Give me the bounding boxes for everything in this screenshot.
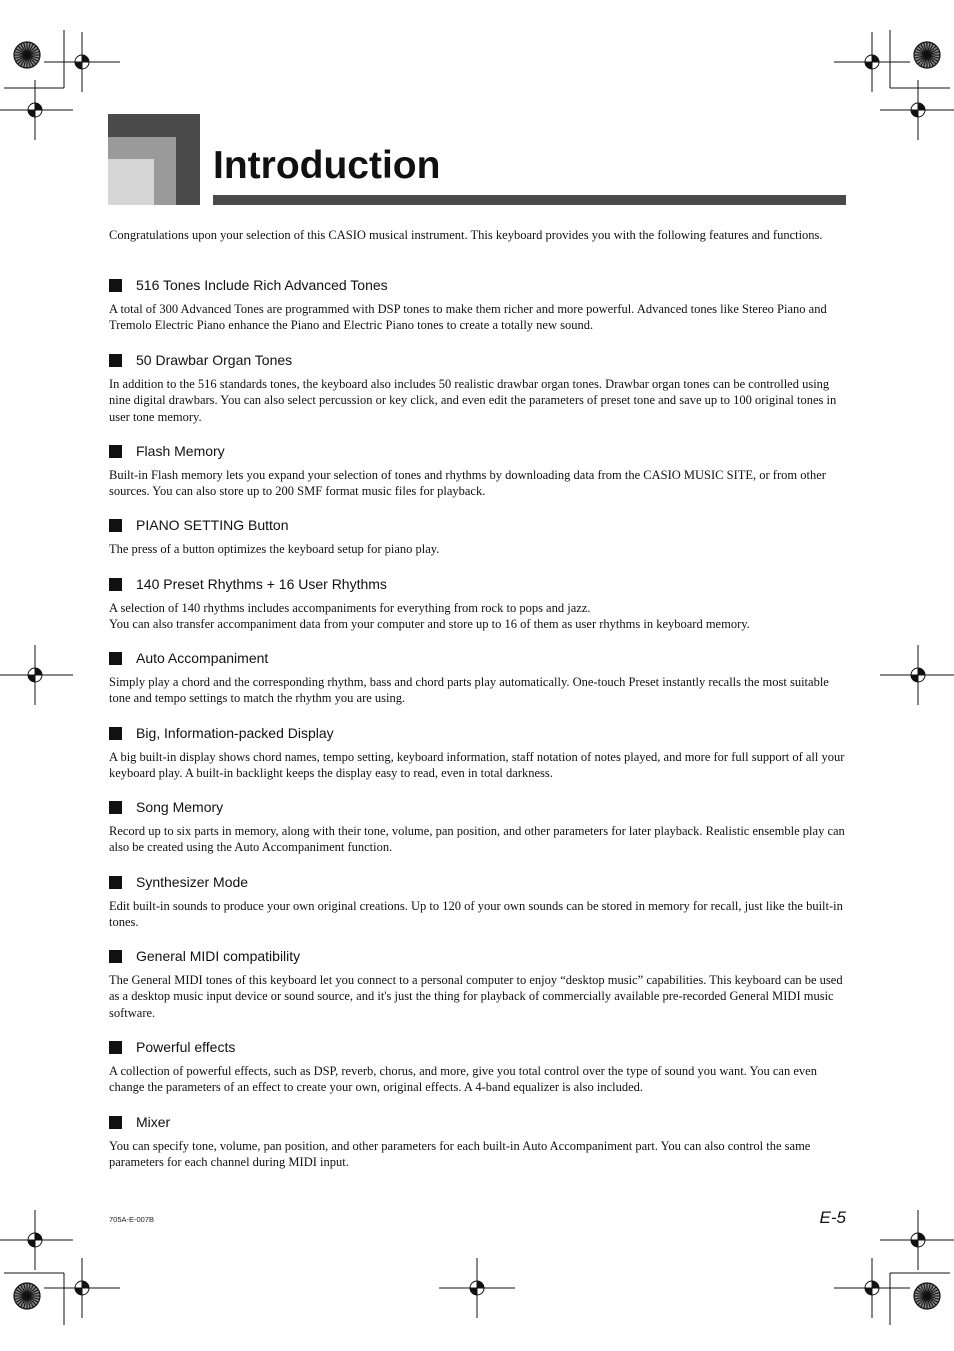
section-heading	[109, 575, 846, 593]
intro-paragraph: Congratulations upon your selection of this CASIO musical instrument. This keyboard provides you with the following features and functions.	[109, 228, 823, 242]
section-body	[109, 674, 846, 707]
square-bullet-icon	[109, 279, 122, 292]
title-rule	[213, 195, 846, 205]
square-bullet-icon	[109, 519, 122, 532]
page-title: Introduction	[213, 144, 441, 187]
section-paragraph: You can also transfer accompaniment data from your computer and store up to 16 of them as user rhythms in keyboard memory.	[109, 617, 750, 632]
section-body	[109, 376, 846, 425]
section-paragraph: Record up to six parts in memory, along with their tone, volume, pan position, and other parameters for later playback. Realistic ensemble play can also be created using the Auto Accompaniment function.	[109, 824, 845, 855]
section-heading-text: Flash Memory	[136, 443, 225, 459]
section-heading-text: PIANO SETTING Button	[136, 517, 289, 533]
section-paragraph: The General MIDI tones of this keyboard let you connect to a personal computer to enjoy “desktop music” capabilities. This keyboard can be used as a desktop music input device or sound source, and it's just the thing for playback of commercially available pre-recorded General MIDI music software.	[109, 973, 843, 1020]
section-body	[109, 541, 846, 557]
section-paragraph: A selection of 140 rhythms includes accompaniments for everything from rock to pops and jazz.	[109, 601, 591, 615]
section-heading	[109, 1113, 846, 1131]
section-heading-text: Powerful effects	[136, 1039, 236, 1055]
square-bullet-icon	[109, 1041, 122, 1054]
feature-section	[109, 947, 846, 1021]
section-heading-text: Song Memory	[136, 799, 224, 815]
section-paragraph: In addition to the 516 standards tones, the keyboard also includes 50 realistic drawbar organ tones. Drawbar organ tones can be controlled using nine digital drawbars. You can also select percussion or key click, and even edit the parameters of preset tone and save up to 100 original tones in user tone memory.	[109, 377, 837, 424]
section-body	[109, 823, 846, 856]
section-heading	[109, 724, 846, 742]
section-body	[109, 1138, 846, 1171]
section-heading	[109, 947, 846, 965]
document-code: 705A-E-007B	[109, 1215, 155, 1224]
square-bullet-icon	[109, 445, 122, 458]
square-bullet-icon	[109, 727, 122, 740]
feature-section	[109, 1113, 846, 1171]
section-heading-text: Synthesizer Mode	[136, 874, 249, 890]
feature-section	[109, 798, 846, 856]
square-bullet-icon	[109, 876, 122, 889]
square-bullet-icon	[109, 652, 122, 665]
section-body	[109, 1063, 846, 1096]
section-heading-text: Big, Information-packed Display	[136, 725, 334, 741]
page-number: E-5	[819, 1208, 846, 1227]
section-paragraph: Edit built-in sounds to produce your own original creations. Up to 120 of your own sounds can be stored in memory for recall, just like the built-in tones.	[109, 899, 843, 930]
section-body	[109, 749, 846, 782]
section-heading	[109, 442, 846, 460]
section-body	[109, 467, 846, 500]
section-paragraph: The press of a button optimizes the keyboard setup for piano play.	[109, 542, 440, 556]
section-heading	[109, 649, 846, 667]
section-heading	[109, 1038, 846, 1056]
square-bullet-icon	[109, 950, 122, 963]
feature-section	[109, 724, 846, 782]
section-body	[109, 301, 846, 334]
feature-section	[109, 516, 846, 557]
section-paragraph: A total of 300 Advanced Tones are programmed with DSP tones to make them richer and more powerful. Advanced tones like Stereo Piano and Tremolo Electric Piano enhance the Piano and Electric Piano tones to create a totally new sound.	[109, 302, 827, 333]
section-body	[109, 898, 846, 931]
section-heading-text: 516 Tones Include Rich Advanced Tones	[136, 277, 388, 293]
section-heading-text: General MIDI compatibility	[136, 948, 301, 964]
header-block-light	[108, 159, 154, 205]
feature-section	[109, 575, 846, 633]
section-heading	[109, 351, 846, 369]
feature-section	[109, 351, 846, 425]
section-heading-text: 140 Preset Rhythms + 16 User Rhythms	[136, 576, 387, 592]
section-heading-text: 50 Drawbar Organ Tones	[136, 352, 293, 368]
section-heading	[109, 798, 846, 816]
section-heading	[109, 276, 846, 294]
section-heading	[109, 873, 846, 891]
section-heading-text: Auto Accompaniment	[136, 650, 269, 666]
feature-section	[109, 442, 846, 500]
section-paragraph: You can specify tone, volume, pan position, and other parameters for each built-in Auto Accompaniment part. You can also control the same parameters for each channel during MIDI input.	[109, 1139, 811, 1170]
feature-section	[109, 873, 846, 931]
feature-section	[109, 649, 846, 707]
square-bullet-icon	[109, 1116, 122, 1129]
section-body	[109, 600, 846, 633]
section-paragraph: A collection of powerful effects, such as DSP, reverb, chorus, and more, give you total control over the type of sound you want. You can even change the parameters of an effect to create your own, original effects. A 4-band equalizer is also included.	[109, 1064, 817, 1095]
section-body	[109, 972, 846, 1021]
section-paragraph: A big built-in display shows chord names, tempo setting, keyboard information, staff notation of notes played, and more for full support of all your keyboard play. A built-in backlight keeps the display easy to read, even in total darkness.	[109, 750, 845, 781]
feature-section	[109, 276, 846, 334]
square-bullet-icon	[109, 801, 122, 814]
section-paragraph: Built-in Flash memory lets you expand your selection of tones and rhythms by downloading data from the CASIO MUSIC SITE, or from other sources. You can also store up to 200 SMF format music files for playback.	[109, 468, 826, 499]
feature-section	[109, 1038, 846, 1096]
square-bullet-icon	[109, 578, 122, 591]
section-heading	[109, 516, 846, 534]
section-paragraph: Simply play a chord and the corresponding rhythm, bass and chord parts play automatically. One-touch Preset instantly recalls the most suitable tone and tempo settings to match the rhythm you are using.	[109, 675, 829, 706]
square-bullet-icon	[109, 354, 122, 367]
section-heading-text: Mixer	[136, 1114, 171, 1130]
